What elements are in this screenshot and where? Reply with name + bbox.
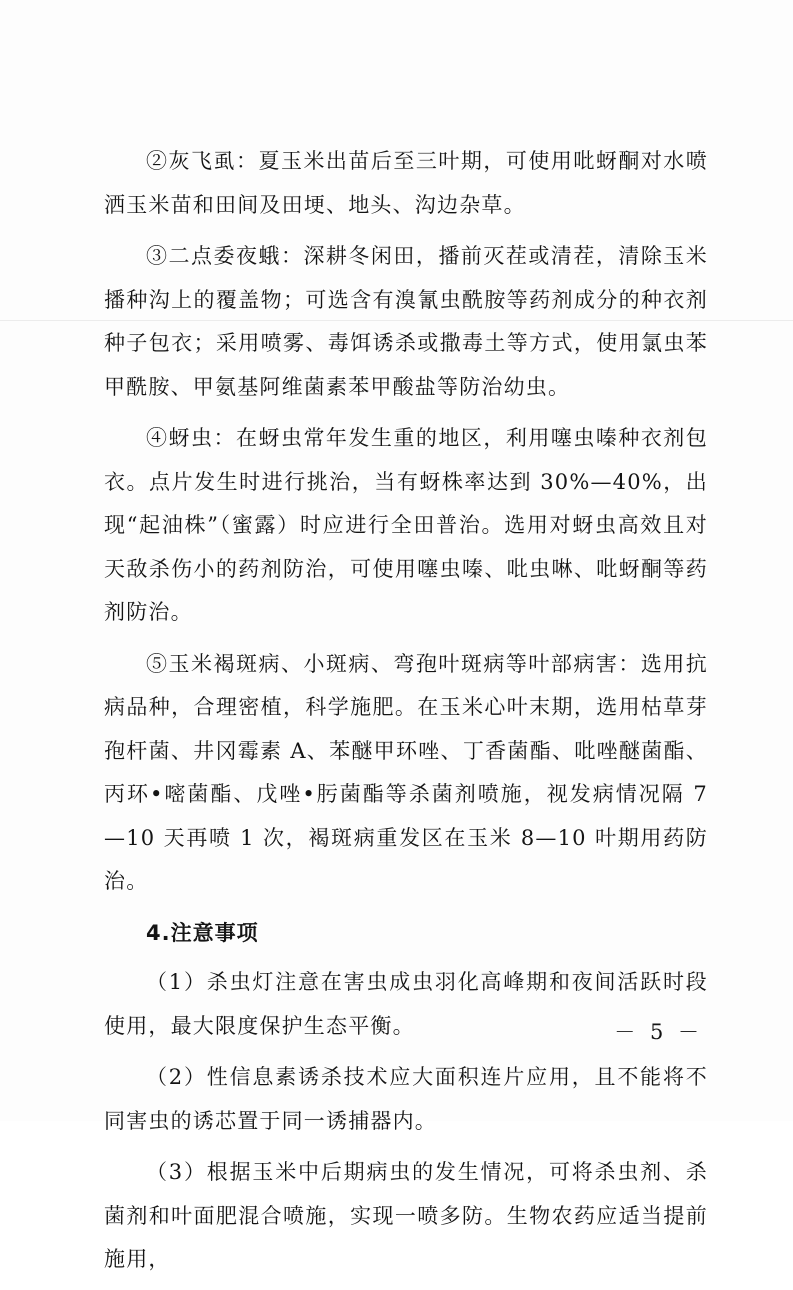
paragraph-aphid: ④蚜虫：在蚜虫常年发生重的地区，利用噻虫嗪种衣剂包衣。点片发生时进行挑治，当有蚜株率达到 30%—40%，出现“起油株”（蜜露）时应进行全田普治。选用对蚜虫高效且对天敌杀伤小的药剂防治，可使用噻虫嗪、吡虫啉、吡蚜酮等药剂防治。 [104,426,708,624]
note-item-2: （2）性信息素诱杀技术应大面积连片应用，且不能将不同害虫的诱芯置于同一诱捕器内。 [104,1065,708,1133]
note-item-3: （3）根据玉米中后期病虫的发生情况，可将杀虫剂、杀菌剂和叶面肥混合喷施，实现一喷多防。生物农药应适当提前施用， [104,1160,708,1271]
page-number: － 5 － [614,1020,703,1044]
note-item-1: （1）杀虫灯注意在害虫成虫羽化高峰期和夜间活跃时段使用，最大限度保护生态平衡。 [104,970,708,1038]
section-heading: 4.注意事项 [146,920,259,945]
paragraph-leaf-disease: ⑤玉米褐斑病、小斑病、弯孢叶斑病等叶部病害：选用抗病品种，合理密植，科学施肥。在玉米心叶末期，选用枯草芽孢杆菌、井冈霉素 A、苯醚甲环唑、丁香菌酯、吡唑醚菌酯、丙环•嘧菌酯、戊唑•肟菌酯等杀菌剂喷施，视发病情况隔 7—10 天再喷 1 次，褐斑病重发区在玉米 8—10 叶期用药防治。 [104,651,708,893]
paragraph-armyworm: ③二点委夜蛾：深耕冬闲田，播前灭茬或清茬，清除玉米播种沟上的覆盖物；可选含有溴氰虫酰胺等药剂成分的种衣剂种子包衣；采用喷雾、毒饵诱杀或撒毒土等方式，使用氯虫苯甲酰胺、甲氨基阿维菌素苯甲酸盐等防治幼虫。 [104,244,708,399]
paragraph-planthopper: ②灰飞虱：夏玉米出苗后至三叶期，可使用吡蚜酮对水喷洒玉米苗和田间及田埂、地头、沟边杂草。 [104,149,708,217]
document-body [104,140,708,1290]
